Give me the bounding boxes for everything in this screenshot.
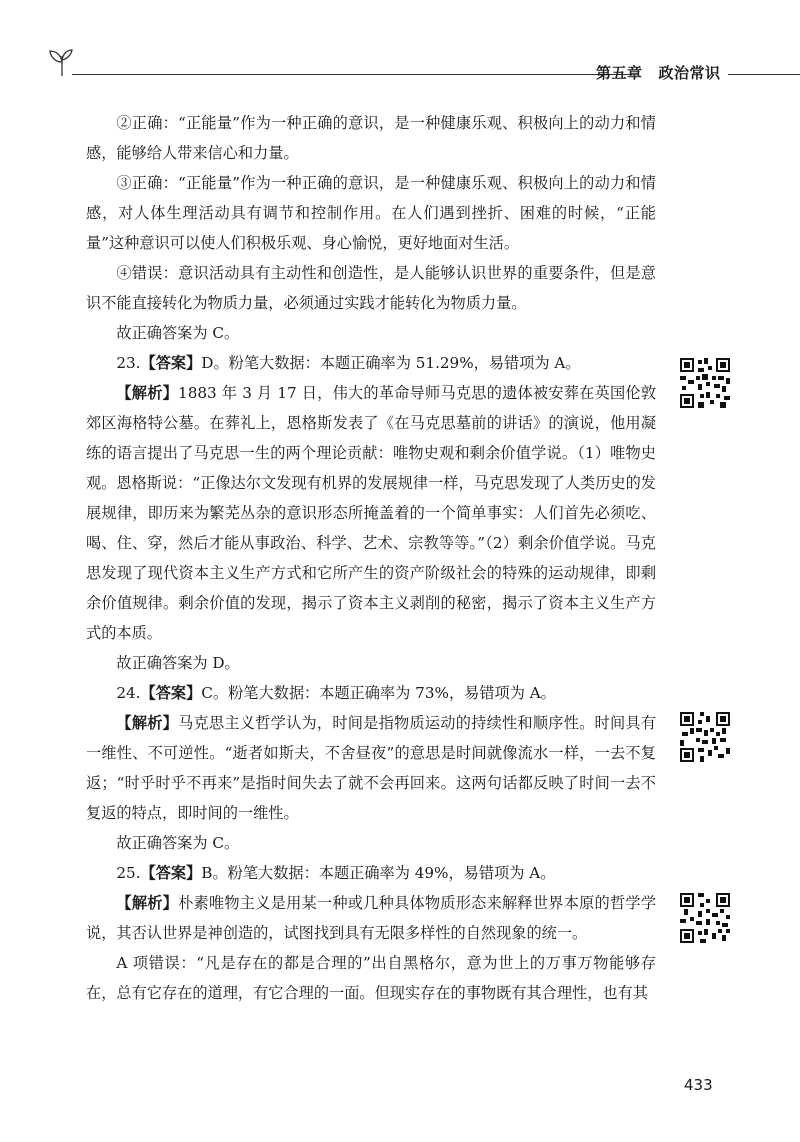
- q24-conclusion: 故正确答案为 C。: [116, 834, 240, 852]
- chapter-title: [596, 62, 721, 83]
- q25-answer: 25.【答案】B。粉笔大数据：本题正确率为 49%，易错项为 A。: [116, 864, 556, 882]
- q23-conclusion: 故正确答案为 D。: [116, 654, 240, 672]
- q25-analysis: 【解析】朴素唯物主义是用某一种或几种具体物质形态来解释世界本原的哲学学说，其否认世界是神创造的，试图找到具有无限多样性的自然现象的统一。: [86, 894, 657, 942]
- paragraph: 故正确答案为 C。: [116, 324, 240, 342]
- paragraph: ④错误：意识活动具有主动性和创造性，是人能够认识世界的重要条件，但是意识不能直接转化为物质力量，必须通过实践才能转化为物质力量。: [86, 264, 656, 312]
- paragraph: ②正确：“正能量”作为一种正确的意识，是一种健康乐观、积极向上的动力和情感，能够给人带来信心和力量。: [86, 114, 656, 162]
- header-rule-right: [728, 74, 800, 75]
- page-number: 433: [684, 1076, 713, 1094]
- paragraph: ③正确：“正能量”作为一种正确的意识，是一种健康乐观、积极向上的动力和情感，对人体生理活动具有调节和控制作用。在人们遇到挫折、困难的时候，“正能量”这种意识可以使人们积极乐观、身心愉悦，更好地面对生活。: [86, 174, 656, 252]
- qr-code-icon[interactable]: [680, 712, 730, 762]
- qr-code-icon[interactable]: [680, 358, 730, 408]
- q23-analysis: 【解析】1883 年 3 月 17 日，伟大的革命导师马克思的遗体被安葬在英国伦敦郊区海格特公墓。在葬礼上，恩格斯发表了《在马克思墓前的讲话》的演说，他用凝练的语言提出了马克思一生的两个理论贡献：唯物史观和剩余价值学说。（1）唯物史观。恩格斯说：“正像达尔文发现有机界的发展规律一样，马克思发现了人类历史的发展规律，即历来为繁芜丛杂的意识形态所掩盖着的一个简单事实：人们首先必须吃、喝、住、穿，然后才能从事政治、科学、艺术、宗教等等。”（2）剩余价值学说。马克思发现了现代资本主义生产方式和它所产生的资产阶级社会的特殊的运动规律，即剩余价值规律。剩余价值的发现，揭示了资本主义剥削的秘密，揭示了资本主义生产方式的本质。: [86, 384, 657, 642]
- q23-answer: 23.【答案】D。粉笔大数据：本题正确率为 51.29%，易错项为 A。: [116, 354, 581, 372]
- q24-answer: 24.【答案】C。粉笔大数据：本题正确率为 73%，易错项为 A。: [116, 684, 556, 702]
- page-body: [86, 108, 656, 1008]
- section-label: 政治常识: [658, 64, 721, 82]
- q24-analysis: 【解析】马克思主义哲学认为，时间是指物质运动的持续性和顺序性。时间具有一维性、不可逆性。“逝者如斯夫，不舍昼夜”的意思是时间就像流水一样，一去不复返；“时乎时乎不再来”是指时间失去了就不会再回来。这两句话都反映了时间一去不复返的特点，即时间的一维性。: [86, 714, 657, 822]
- header-rule-left: [72, 74, 632, 75]
- chapter-label: 第五章: [596, 64, 643, 82]
- qr-code-icon[interactable]: [680, 893, 730, 943]
- q25-option-a: A 项错误：“凡是存在的都是合理的”出自黑格尔，意为世上的万事万物能够存在，总有它存在的道理，有它合理的一面。但现实存在的事物既有其合理性，也有其: [86, 954, 656, 1002]
- page-header: [48, 44, 800, 84]
